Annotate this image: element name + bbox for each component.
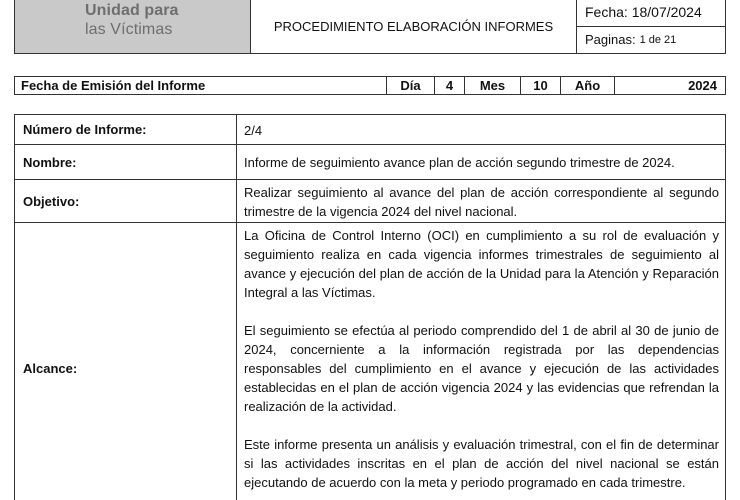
document-header <box>14 0 726 54</box>
scope-paragraph-2: El seguimiento se efectúa al periodo comprendido del 1 de abril al 30 de junio de 2024, concerniente a la información registrada por las dependencias responsables del cumplimiento en el avance y ejecución de las actividades establecidas en el plan de acción vigencia 2024 y las evidencias que refrendan la realización de la actividad. <box>244 323 719 414</box>
report-info-table <box>14 114 726 500</box>
scope-paragraph-3: Este informe presenta un análisis y evaluación trimestral, con el fin de determinar si las actividades inscritas en el plan de acción del nivel nacional se están ejecutando de acuerdo con la meta y periodo programado en cada trimestre. <box>244 437 719 490</box>
report-number-label: Número de Informe: <box>15 115 237 144</box>
emission-date-row <box>14 76 726 95</box>
name-value: Informe de seguimiento avance plan de acción segundo trimestre de 2024. <box>244 155 675 170</box>
scope-value <box>237 223 725 500</box>
month-label: Mes <box>465 77 521 94</box>
logo <box>15 0 251 53</box>
document-title: PROCEDIMIENTO ELABORACIÓN INFORMES <box>251 0 577 53</box>
report-number-row <box>15 115 725 145</box>
pages-label: Paginas: <box>585 32 636 48</box>
header-pages <box>577 27 725 54</box>
name-label: Nombre: <box>15 145 237 179</box>
emission-label: Fecha de Emisión del Informe <box>15 77 387 94</box>
report-number-value: 2/4 <box>244 122 263 138</box>
month-value: 10 <box>521 77 561 94</box>
logo-line-2: las Víctimas <box>85 21 173 38</box>
year-value: 2024 <box>688 78 717 93</box>
objective-label: Objetivo: <box>15 180 237 222</box>
header-meta <box>577 0 725 53</box>
year-label: Año <box>561 77 615 94</box>
day-label: Día <box>387 77 435 94</box>
objective-row <box>15 180 725 223</box>
scope-paragraph-1: La Oficina de Control Interno (OCI) en cumplimiento a su rol de evaluación y seguimiento realiza en cada vigencia informes trimestrales de seguimiento al avance y ejecución del plan de acción de la Unidad para la Atención y Reparación Integral a las Víctimas. <box>244 228 719 300</box>
header-date: Fecha: 18/07/2024 <box>577 0 725 27</box>
objective-value: Realizar seguimiento al avance del plan de acción correspondiente al segundo trimestre de la vigencia 2024 del nivel nacional. <box>244 185 719 219</box>
pages-value: 1 de 21 <box>639 33 677 46</box>
scope-row <box>15 223 725 500</box>
name-row <box>15 145 725 180</box>
day-value: 4 <box>435 77 465 94</box>
scope-label: Alcance: <box>15 223 237 500</box>
logo-line-1: Unidad para <box>85 2 179 19</box>
